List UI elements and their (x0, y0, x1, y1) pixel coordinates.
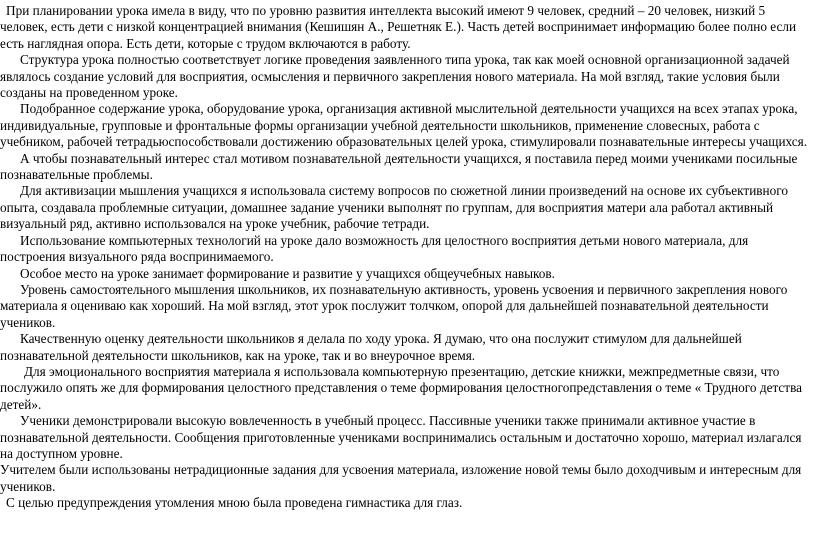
paragraph-quality-assessment: Качественную оценку деятельности школьников я делала по ходу урока. Я думаю, что она послужит стимулом для дальнейшей познавательной деятельности школьников, как на уроке, так и во внеурочное время. (0, 331, 742, 363)
paragraph-planning: При планировании урока имела в виду, что по уровню развития интеллекта высокий имеют 9 человек, средний – 20 человек, низкий 5 человек, есть дети с низкой концентрацией внимания (Кешишян А., Решетняк Е.). Часть детей воспринимает информацию более полно если есть наглядная опора. Есть дети, которые с трудом включаются в работу. (0, 3, 797, 51)
paragraph-structure: Структура урока полностью соответствует логике проведения заявленного типа урока, так как моей основной организационной задачей являлось создание условий для восприятия, осмысления и первичного закрепления нового материала. На мой взгляд, такие условия были созданы на проведенном уроке. (0, 52, 790, 101)
paragraph-eye-exercise: С целью предупреждения утомления мною была проведена гимнастика для глаз. (6, 495, 463, 511)
paragraph-activation: Для активизации мышления учащихся я использовала систему вопросов по сюжетной линии произведений на основе их субъективного опыта, создавала проблемные ситуации, домашнее задание ученики выполнят по группам, для восприятия матери ала работал активный визуальный ряд, активно использовался на уроке учебник, рабочие тетради. (0, 183, 788, 232)
paragraph-emotional-perception: Для эмоционального восприятия материала я использовала компьютерную презентацию, детские книжки, межпредметные связи, что послужило опять же для формирования целостного представления о теме формирования целостногопредставления о теме « Трудного детства детей». (0, 363, 803, 412)
paragraph-motivation: А чтобы познавательный интерес стал мотивом познавательной деятельности учащихся, я поставила перед моими учениками посильные познавательные проблемы. (0, 150, 798, 183)
paragraph-content: Подобранное содержание урока, оборудование урока, организация активной мыслительной деятельности учащихся на всех этапах урока, индивидуальные, групповые и фронтальные формы организации учебной деятельности школьников, применение словесных, работа с учебником, рабочей тетрадьюспособствовали достижению образовательных целей урока, стимулировали познавательные интересы учащихся. (0, 101, 808, 150)
paragraph-computer-technologies: Использование компьютерных технологий на уроке дало возможность для целостного восприятия детьми нового материала, для построения визуального ряда воспринимаемого. (0, 232, 749, 265)
paragraph-skills: Особое место на уроке занимает формирование и развитие у учащихся общеучебных навыков. (20, 265, 555, 281)
paragraph-teacher-tasks: Учителем были использованы нетрадиционные задания для усвоения материала, изложение новой темы было доходчивым и интересным для учеников. (0, 462, 802, 494)
paragraph-engagement: Ученики демонстрировали высокую вовлеченность в учебный процесс. Пассивные ученики также принимали активное участие в познавательной деятельности. Сообщения приготовленные учениками воспринимались остальным и достаточно хорошо, материал излагался на доступном уровне. (0, 413, 802, 461)
paragraph-assessment-level: Уровень самостоятельного мышления школьников, их познавательную активность, уровень усвоения и первичного закрепления нового материала я оцениваю как хороший. На мой взгляд, этот урок послужит толчком, опорой для дальнейшей познавательной деятельности учеников. (0, 281, 788, 330)
